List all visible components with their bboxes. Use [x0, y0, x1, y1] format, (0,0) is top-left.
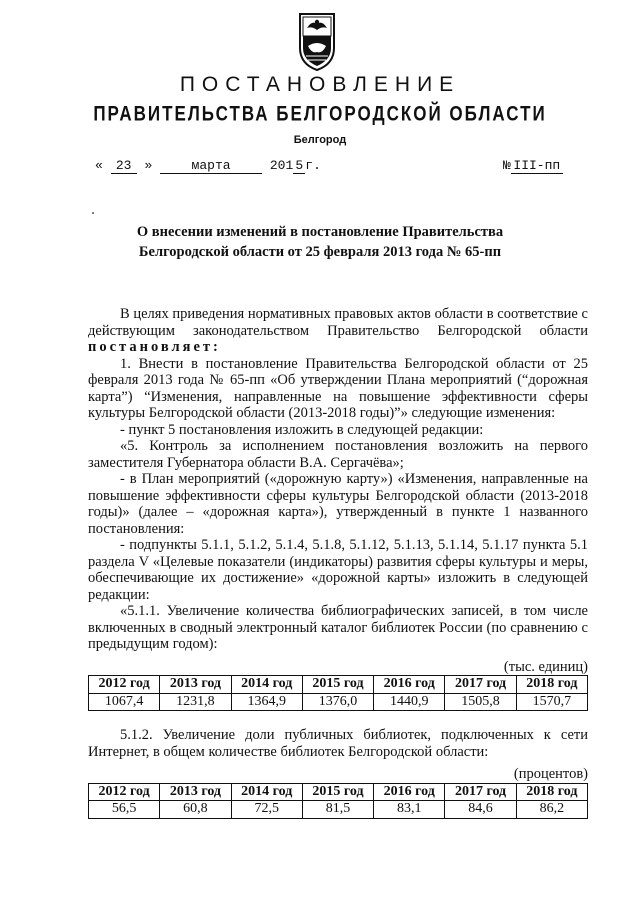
item-point5-paragraph: - пункт 5 постановления изложить в следующей редакции:: [120, 421, 484, 438]
point5-text-paragraph: «5. Контроль за исполнением постановления возложить на первого заместителя Губернатора области В.А. Сергачёва»;: [88, 438, 588, 471]
document-type-heading: ПОСТАНОВЛЕНИЕ: [179, 73, 461, 96]
table1-header-cell: 2018 год: [516, 676, 587, 694]
table1-value-cell: 1231,8: [160, 693, 231, 711]
coat-of-arms-emblem: [292, 10, 342, 72]
table2-value-cell: 86,2: [516, 801, 587, 819]
table2-header-cell: 2016 год: [374, 783, 445, 801]
table2-header-cell: 2012 год: [89, 783, 160, 801]
document-title-line-1: О внесении изменений в постановление Правительства: [136, 224, 504, 240]
preamble-paragraph: [88, 306, 588, 356]
roadmap-change-paragraph: - в План мероприятий («дорожную карту») «Изменения, направленные на повышение эффективности сферы культуры Белгородской области (2013-2018 годы)» (далее – «дорожная карта»), утвержденный в пункте 1 названного постановления:: [88, 471, 588, 537]
table-internet-libraries: [88, 783, 588, 819]
city-name: Белгород: [293, 134, 347, 146]
number-value: III-пп: [511, 158, 563, 174]
table2-value-cell: 84,6: [445, 801, 516, 819]
date-year-suffix: г.: [305, 158, 321, 173]
subpoint-511-paragraph: «5.1.1. Увеличение количества библиографических записей, в том числе включенных в сводный электронный каталог библиотек России (по сравнению с предыдущим годом):: [88, 603, 588, 652]
table2-value-row: [89, 801, 588, 819]
scan-speck: [92, 212, 94, 214]
resolves-keyword: постановляет:: [88, 339, 221, 355]
table2-header-cell: 2013 год: [160, 783, 231, 801]
table1-value-cell: 1376,0: [302, 693, 373, 711]
table2-value-cell: 81,5: [302, 801, 373, 819]
document-body: [88, 306, 588, 819]
table1-header-cell: 2012 год: [89, 676, 160, 694]
table2-unit: (процентов): [513, 766, 588, 782]
table2-value-cell: 72,5: [231, 801, 302, 819]
table2-header-cell: 2017 год: [445, 783, 516, 801]
table1-header-row: [89, 676, 588, 694]
item-1-paragraph: 1. Внести в постановление Правительства Белгородской области от 25 февраля 2013 года № 65-пп «Об утверждении Плана мероприятий (“дорожная карта”) “Изменения, направленные на повышение эффективности сферы культуры Белгородской области (2013-2018 годы)”» следующие изменения:: [88, 355, 588, 421]
date-close-quote: »: [144, 158, 153, 173]
table1-value-row: [89, 693, 588, 711]
table2-header-row: [89, 783, 588, 801]
table2-header-cell: 2018 год: [516, 783, 587, 801]
table2-value-cell: 56,5: [89, 801, 160, 819]
table2-header-cell: 2014 год: [231, 783, 302, 801]
date-line: [95, 158, 321, 174]
table1-value-cell: 1067,4: [89, 693, 160, 711]
document-number: [503, 158, 563, 174]
table1-header-cell: 2015 год: [302, 676, 373, 694]
document-title: [0, 222, 640, 262]
table1-header-cell: 2014 год: [231, 676, 302, 694]
table2-value-cell: 60,8: [160, 801, 231, 819]
subpoints-paragraph: - подпункты 5.1.1, 5.1.2, 5.1.4, 5.1.8, 5.1.12, 5.1.13, 5.1.14, 5.1.17 пункта 5.1 раздела V «Целевые показатели (индикаторы) развития сферы культуры и меры, обеспечивающие их достижение» «дорожной карты» изложить в следующей редакции:: [88, 537, 588, 603]
table1-header-cell: 2017 год: [445, 676, 516, 694]
date-month: марта: [160, 158, 262, 174]
date-year-digit: 5: [293, 158, 305, 174]
table1-value-cell: 1570,7: [516, 693, 587, 711]
date-year-prefix: 201: [269, 158, 294, 173]
table1-header-cell: 2016 год: [374, 676, 445, 694]
issuing-authority-heading: ПРАВИТЕЛЬСТВА БЕЛГОРОДСКОЙ ОБЛАСТИ: [93, 101, 547, 126]
date-open-quote: «: [95, 158, 103, 173]
date-day: 23: [111, 158, 137, 174]
table1-value-cell: 1440,9: [374, 693, 445, 711]
table2-value-cell: 83,1: [374, 801, 445, 819]
subpoint-512-paragraph: 5.1.2. Увеличение доли публичных библиотек, подключенных к сети Интернет, в общем количестве библиотек Белгородской области:: [88, 727, 588, 760]
table2-header-cell: 2015 год: [302, 783, 373, 801]
number-label: №: [503, 158, 511, 173]
preamble-text: В целях приведения нормативных правовых актов области в соответствие с действующим законодательством Правительство Белгородской области: [88, 306, 588, 339]
document-title-line-2: Белгородской области от 25 февраля 2013 года № 65-пп: [138, 244, 502, 260]
table1-value-cell: 1364,9: [231, 693, 302, 711]
table1-value-cell: 1505,8: [445, 693, 516, 711]
table1-unit: (тыс. единиц): [503, 658, 588, 675]
table-bibliographic-records: [88, 675, 588, 711]
table1-header-cell: 2013 год: [160, 676, 231, 694]
spacer: [88, 711, 588, 727]
